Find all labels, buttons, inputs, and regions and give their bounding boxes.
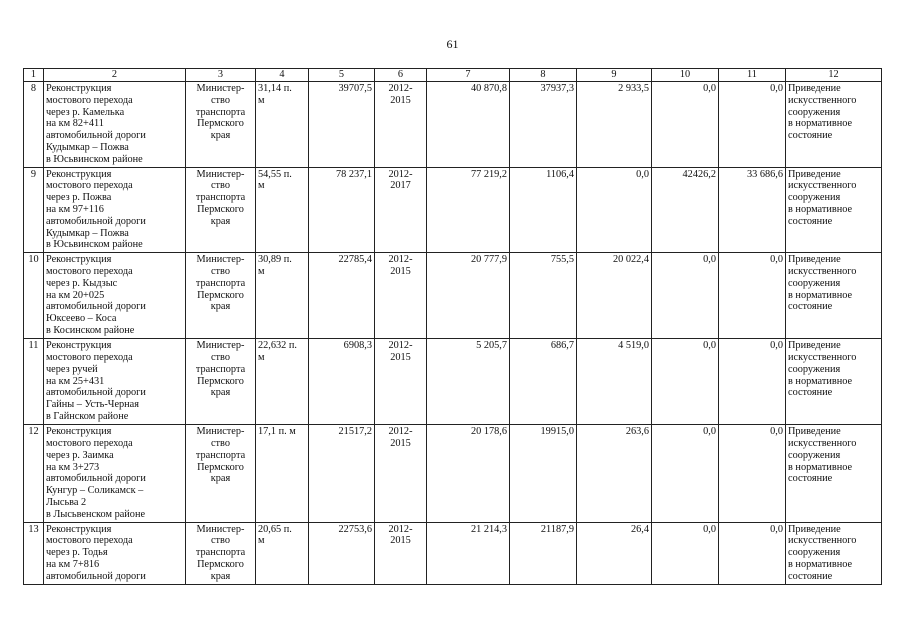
- responsible-org: Министер- ство транспорта Пермского края: [186, 339, 256, 425]
- table-row: [24, 167, 882, 253]
- bridge-length: 31,14 п. м: [256, 82, 309, 168]
- value-col-8: 755,5: [510, 253, 577, 339]
- row-number: 12: [24, 425, 44, 522]
- responsible-org: Министер- ство транспорта Пермского края: [186, 425, 256, 522]
- table-row: [24, 253, 882, 339]
- period: 2012- 2017: [375, 167, 427, 253]
- table-row: [24, 82, 882, 168]
- period: 2012- 2015: [375, 339, 427, 425]
- period: 2012- 2015: [375, 425, 427, 522]
- value-col-7: 20 178,6: [427, 425, 510, 522]
- total-cost: 39707,5: [309, 82, 375, 168]
- total-cost: 22753,6: [309, 522, 375, 584]
- column-header: 5: [309, 69, 375, 82]
- value-col-11: 0,0: [719, 522, 786, 584]
- column-header: 12: [786, 69, 882, 82]
- responsible-org: Министер- ство транспорта Пермского края: [186, 167, 256, 253]
- bridge-length: 17,1 п. м: [256, 425, 309, 522]
- page-number: 61: [446, 37, 459, 51]
- value-col-8: 686,7: [510, 339, 577, 425]
- project-name: Реконструкция мостового перехода через р. Пожва на км 97+116 автомобильной дороги Кудымкар – Пожва в Юсьвинском районе: [44, 167, 186, 253]
- table-row: [24, 339, 882, 425]
- column-header: 2: [44, 69, 186, 82]
- column-header: 6: [375, 69, 427, 82]
- total-cost: 21517,2: [309, 425, 375, 522]
- expected-result: Приведение искусственного сооружения в нормативное состояние: [786, 167, 882, 253]
- column-header: 10: [652, 69, 719, 82]
- value-col-9: 26,4: [577, 522, 652, 584]
- value-col-9: 2 933,5: [577, 82, 652, 168]
- project-name: Реконструкция мостового перехода через р. Кыдзыс на км 20+025 автомобильной дороги Юксеево – Коса в Косинском районе: [44, 253, 186, 339]
- program-table: [23, 68, 882, 585]
- column-header: 11: [719, 69, 786, 82]
- value-col-8: 21187,9: [510, 522, 577, 584]
- column-header: 7: [427, 69, 510, 82]
- total-cost: 6908,3: [309, 339, 375, 425]
- period: 2012- 2015: [375, 82, 427, 168]
- project-name: Реконструкция мостового перехода через р. Тодья на км 7+816 автомобильной дороги: [44, 522, 186, 584]
- column-header: 3: [186, 69, 256, 82]
- value-col-11: 0,0: [719, 339, 786, 425]
- value-col-10: 0,0: [652, 522, 719, 584]
- responsible-org: Министер- ство транспорта Пермского края: [186, 522, 256, 584]
- value-col-8: 37937,3: [510, 82, 577, 168]
- expected-result: Приведение искусственного сооружения в нормативное состояние: [786, 339, 882, 425]
- column-header: 9: [577, 69, 652, 82]
- value-col-9: 263,6: [577, 425, 652, 522]
- value-col-9: 4 519,0: [577, 339, 652, 425]
- row-number: 11: [24, 339, 44, 425]
- table-row: [24, 522, 882, 584]
- column-header: 8: [510, 69, 577, 82]
- total-cost: 78 237,1: [309, 167, 375, 253]
- project-name: Реконструкция мостового перехода через ручей на км 25+431 автомобильной дороги Гайны – Усть-Черная в Гайнском районе: [44, 339, 186, 425]
- value-col-8: 19915,0: [510, 425, 577, 522]
- value-col-9: 20 022,4: [577, 253, 652, 339]
- expected-result: Приведение искусственного сооружения в нормативное состояние: [786, 522, 882, 584]
- value-col-10: 0,0: [652, 425, 719, 522]
- bridge-length: 22,632 п. м: [256, 339, 309, 425]
- value-col-7: 5 205,7: [427, 339, 510, 425]
- column-header: 4: [256, 69, 309, 82]
- row-number: 13: [24, 522, 44, 584]
- project-name: Реконструкция мостового перехода через р. Заимка на км 3+273 автомобильной дороги Кунгур – Соликамск – Лысьва 2 в Лысьвенском районе: [44, 425, 186, 522]
- value-col-11: 33 686,6: [719, 167, 786, 253]
- value-col-7: 20 777,9: [427, 253, 510, 339]
- period: 2012- 2015: [375, 522, 427, 584]
- total-cost: 22785,4: [309, 253, 375, 339]
- bridge-length: 54,55 п. м: [256, 167, 309, 253]
- expected-result: Приведение искусственного сооружения в нормативное состояние: [786, 82, 882, 168]
- column-number-row: [24, 69, 882, 82]
- value-col-10: 0,0: [652, 253, 719, 339]
- column-header: 1: [24, 69, 44, 82]
- table-row: [24, 425, 882, 522]
- responsible-org: Министер- ство транспорта Пермского края: [186, 253, 256, 339]
- row-number: 8: [24, 82, 44, 168]
- value-col-7: 21 214,3: [427, 522, 510, 584]
- value-col-10: 0,0: [652, 82, 719, 168]
- responsible-org: Министер- ство транспорта Пермского края: [186, 82, 256, 168]
- expected-result: Приведение искусственного сооружения в нормативное состояние: [786, 425, 882, 522]
- value-col-10: 0,0: [652, 339, 719, 425]
- value-col-11: 0,0: [719, 425, 786, 522]
- value-col-10: 42426,2: [652, 167, 719, 253]
- period: 2012- 2015: [375, 253, 427, 339]
- row-number: 9: [24, 167, 44, 253]
- value-col-9: 0,0: [577, 167, 652, 253]
- bridge-length: 30,89 п. м: [256, 253, 309, 339]
- value-col-7: 40 870,8: [427, 82, 510, 168]
- project-name: Реконструкция мостового перехода через р. Камелька на км 82+411 автомобильной дороги Кудымкар – Пожва в Юсьвинском районе: [44, 82, 186, 168]
- value-col-8: 1106,4: [510, 167, 577, 253]
- bridge-length: 20,65 п. м: [256, 522, 309, 584]
- row-number: 10: [24, 253, 44, 339]
- value-col-11: 0,0: [719, 82, 786, 168]
- expected-result: Приведение искусственного сооружения в нормативное состояние: [786, 253, 882, 339]
- value-col-11: 0,0: [719, 253, 786, 339]
- value-col-7: 77 219,2: [427, 167, 510, 253]
